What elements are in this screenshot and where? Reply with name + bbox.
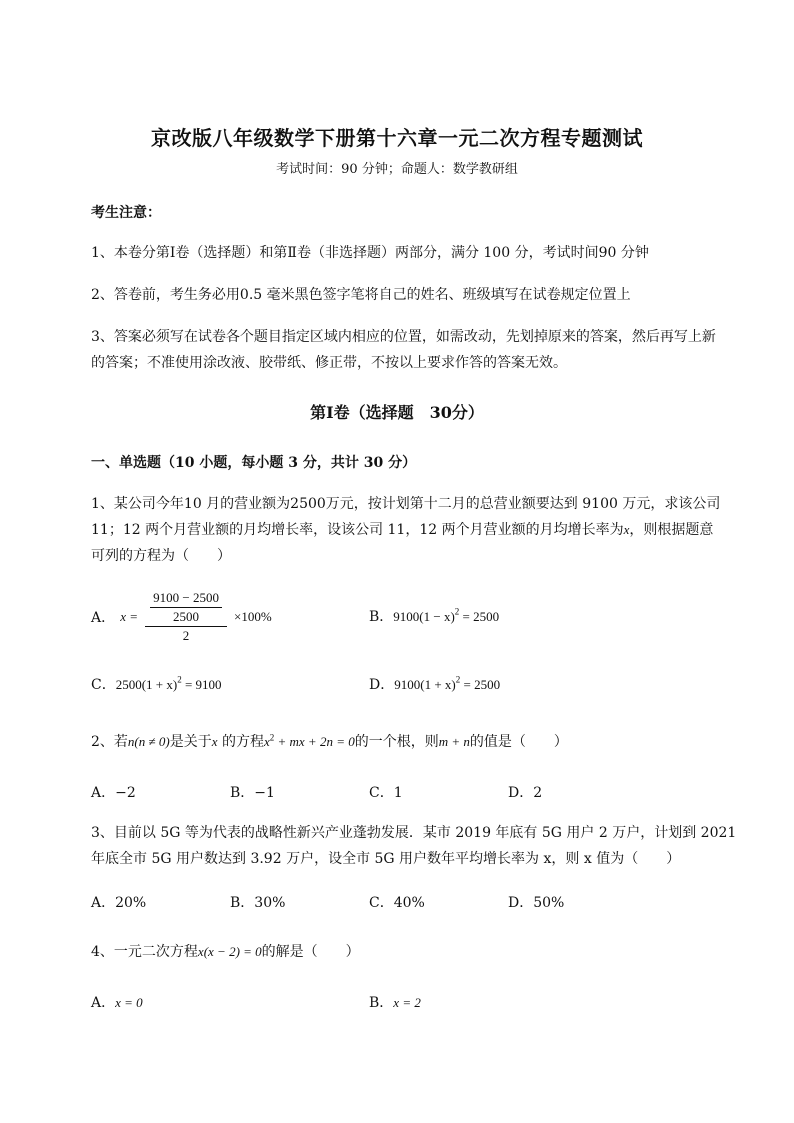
q2-math-4: m + n <box>438 734 470 749</box>
q1-option-c-sq: 2 <box>177 674 182 685</box>
notice-item-3-cont: 的答案；不准使用涂改液、胶带纸、修正带，不按以上要求作答的答案无效。 <box>91 355 567 371</box>
q1-option-c[interactable] <box>91 674 222 694</box>
q3-option-c[interactable]: C．40% <box>369 895 425 911</box>
notice-item-3: 3、答案必须写在试卷各个题目指定区域内相应的位置，如需改动，先划掉原来的答案，然后再写上新 <box>91 329 716 345</box>
notice-item-1: 1、本卷分第Ⅰ卷（选择题）和第Ⅱ卷（非选择题）两部分，满分 100 分，考试时间90 分钟 <box>91 245 649 261</box>
q2-text-1: 2、若 <box>91 734 128 750</box>
q2-math-2: x <box>211 734 218 749</box>
q4-text-1: 4、一元二次方程 <box>91 944 198 960</box>
q4-option-a-label: A． <box>91 995 116 1011</box>
q4-option-b-label: B． <box>369 995 394 1011</box>
q2-text-2: 是关于 <box>169 734 212 750</box>
q1-line-2-text: 11；12 两个月营业额的月均增长率，设该公司 11，12 两个月营业额的月均增长率为 <box>91 522 624 538</box>
q3-option-d[interactable]: D．50% <box>508 895 565 911</box>
q3-line-1: 3、目前以 5G 等为代表的战略性新兴产业蓬勃发展．某市 2019 年底有 5G 用户 2 万户，计划到 2021 <box>91 825 737 841</box>
q1-option-d-sq: 2 <box>455 674 461 685</box>
q1-option-a-fraction <box>145 590 227 644</box>
q1-line-2-tail: ，则根据题意 <box>629 522 714 538</box>
part1-title: 第Ⅰ卷（选择题 30分） <box>310 403 484 422</box>
q1-option-a-num1: 9100 − 2500 <box>150 590 222 608</box>
q1-option-d-label: D． <box>369 677 395 693</box>
q2-math-1: n(n ≠ 0) <box>127 734 170 749</box>
q3-line-2: 年底全市 5G 用户数达到 3.92 万户，设全市 5G 用户数年平均增长率为 x，则 x 值为（ ） <box>91 851 681 867</box>
q4-text-2: 的解是（ ） <box>261 944 360 960</box>
q2-option-b[interactable]: B．−1 <box>230 785 275 801</box>
q1-option-c-label: C． <box>91 677 116 693</box>
q4-option-b[interactable] <box>369 992 421 1012</box>
notice-heading: 考生注意： <box>91 205 161 221</box>
q3-option-a[interactable]: A．20% <box>91 895 147 911</box>
q1-option-c-rhs: = 9100 <box>181 677 222 692</box>
q2-math-3-sup: 2 <box>269 732 275 743</box>
q4-stem <box>91 941 360 961</box>
q1-option-b-rhs: = 2500 <box>459 609 500 624</box>
q1-option-b-expr: 9100(1 − x) <box>393 609 455 624</box>
q1-option-a-label: A． <box>91 610 116 626</box>
page-subtitle: 考试时间：90 分钟；命题人：数学教研组 <box>276 162 518 177</box>
q1-line-3: 可列的方程为（ ） <box>91 548 231 564</box>
q1-option-a-tail: ×100% <box>234 609 272 624</box>
q4-option-a-expr: x = 0 <box>115 995 143 1010</box>
q2-text-5: 的值是（ ） <box>469 734 568 750</box>
q2-text-4: 的一个根，则 <box>354 734 439 750</box>
q2-option-c[interactable]: C．1 <box>369 785 403 801</box>
notice-item-2: 2、答卷前，考生务必用0.5 毫米黑色签字笔将自己的姓名、班级填写在试卷规定位置上 <box>91 287 631 303</box>
q1-line-1: 1、某公司今年10 月的营业额为2500万元，按计划第十二月的总营业额要达到 9100 万元，求该公司 <box>91 496 721 512</box>
q1-option-d-rhs: = 2500 <box>460 677 501 692</box>
q1-option-b-label: B． <box>369 609 394 625</box>
q4-option-b-expr: x = 2 <box>393 995 421 1010</box>
q2-option-d[interactable]: D．2 <box>508 785 543 801</box>
q2-math-3b: + mx + 2n = 0 <box>274 734 355 749</box>
q4-math: x(x − 2) = 0 <box>197 944 262 959</box>
q3-option-b[interactable]: B．30% <box>230 895 286 911</box>
q1-line-2 <box>91 519 713 539</box>
q1-option-a-denominator: 2 <box>182 628 190 643</box>
q1-option-d-expr: 9100(1 + x) <box>394 677 456 692</box>
q1-option-c-expr: 2500(1 + x) <box>115 677 178 692</box>
q1-option-a-lhs: x = <box>120 609 139 624</box>
q1-option-b[interactable] <box>369 606 499 626</box>
q1-option-a[interactable] <box>91 590 272 644</box>
q4-option-a[interactable] <box>91 992 143 1012</box>
q2-math-3a: x <box>263 734 270 749</box>
q1-option-b-sq: 2 <box>454 606 460 617</box>
q2-option-a[interactable]: A．−2 <box>91 785 136 801</box>
q1-option-a-num2: 2500 <box>173 609 200 624</box>
q2-stem <box>91 731 568 751</box>
q2-text-3: 的方程 <box>217 734 264 750</box>
page-title: 京改版八年级数学下册第十六章一元二次方程专题测试 <box>151 126 643 150</box>
q1-var: x <box>623 522 630 537</box>
section-heading: 一、单选题（10 小题，每小题 3 分，共计 30 分） <box>91 455 417 471</box>
q1-option-a-numerator <box>145 590 227 627</box>
q1-option-d[interactable] <box>369 674 500 694</box>
